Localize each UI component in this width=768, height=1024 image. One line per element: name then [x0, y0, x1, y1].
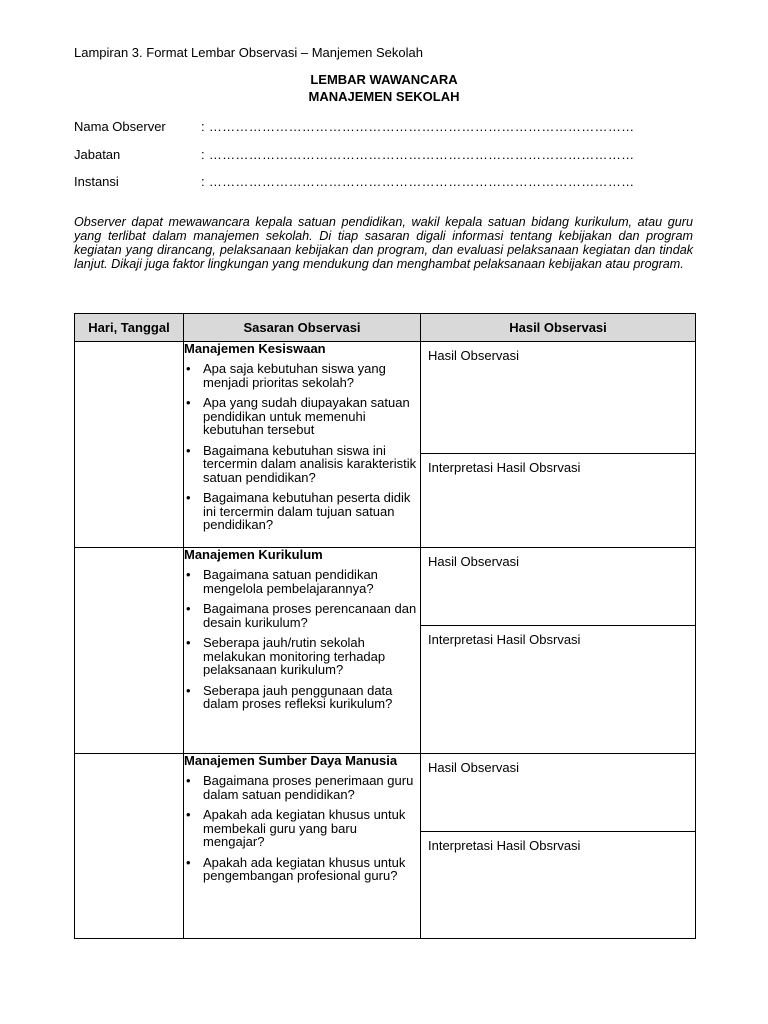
bullet-icon: • — [186, 854, 191, 870]
document-subtitle: MANAJEMEN SEKOLAH — [308, 89, 460, 104]
interpretation-box[interactable] — [421, 626, 695, 653]
field-label: Nama Observer — [74, 119, 166, 134]
observation-result-label: Hasil Observasi — [428, 348, 520, 363]
table-row — [75, 754, 696, 939]
target-cell — [184, 754, 421, 939]
interpretation-label: Interpretasi Hasil Obsrvasi — [428, 838, 581, 853]
observation-result-label: Hasil Observasi — [428, 760, 520, 775]
question-list — [184, 568, 420, 711]
bullet-icon: • — [186, 807, 191, 822]
bullet-icon: • — [186, 682, 191, 698]
header-date: Hari, Tanggal — [75, 314, 184, 342]
table-row — [75, 342, 696, 548]
result-cell — [421, 548, 696, 754]
bullet-icon: • — [186, 601, 191, 616]
bullet-icon: • — [186, 773, 191, 788]
interpretation-label: Interpretasi Hasil Obsrvasi — [428, 460, 581, 475]
section-title: Manajemen Kesiswaan — [184, 341, 326, 356]
list-item — [184, 774, 420, 801]
bullet-icon: • — [186, 442, 191, 458]
question-list — [184, 774, 420, 883]
question-text: Bagaimana satuan pendidikan mengelola pembelajarannya? — [203, 567, 378, 596]
field-dotted-line: : …………………………………………………………………………………… — [201, 147, 635, 162]
question-text: Apa saja kebutuhan siswa yang menjadi prioritas sekolah? — [203, 361, 386, 390]
observation-result-box[interactable] — [421, 548, 695, 626]
observation-result-label: Hasil Observasi — [428, 554, 520, 569]
list-item — [184, 602, 420, 629]
date-cell[interactable] — [75, 754, 184, 939]
field-label: Instansi — [74, 174, 119, 189]
result-cell — [421, 342, 696, 548]
interpretation-label: Interpretasi Hasil Obsrvasi — [428, 632, 581, 647]
list-item — [184, 491, 420, 532]
field-label: Jabatan — [74, 147, 121, 162]
header-target: Sasaran Observasi — [184, 314, 421, 342]
question-text: Seberapa jauh/rutin sekolah melakukan monitoring terhadap pelaksanaan kurikulum? — [203, 635, 386, 677]
question-text: Apakah ada kegiatan khusus untuk pengembangan profesional guru? — [203, 854, 406, 883]
interpretation-box[interactable] — [421, 454, 695, 481]
question-text: Bagaimana proses perencanaan dan desain kurikulum? — [203, 601, 417, 630]
question-text: Bagaimana proses penerimaan guru dalam satuan pendidikan? — [203, 773, 414, 802]
question-text: Apakah ada kegiatan khusus untuk membekali guru yang baru mengajar? — [203, 807, 406, 849]
result-cell — [421, 754, 696, 939]
field-dotted-line: : …………………………………………………………………………………… — [201, 174, 635, 189]
interpretation-box[interactable] — [421, 832, 695, 859]
section-title: Manajemen Sumber Daya Manusia — [184, 753, 398, 768]
bullet-icon: • — [186, 635, 191, 650]
list-item — [184, 808, 420, 849]
target-cell — [184, 342, 421, 548]
list-item — [184, 362, 420, 389]
table-row — [75, 548, 696, 754]
list-item — [184, 396, 420, 437]
date-cell[interactable] — [75, 548, 184, 754]
document-title: LEMBAR WAWANCARA — [310, 72, 458, 87]
list-item — [184, 444, 420, 485]
header-result: Hasil Observasi — [421, 314, 696, 342]
bullet-icon: • — [186, 361, 191, 376]
date-cell[interactable] — [75, 342, 184, 548]
list-item — [184, 684, 420, 711]
question-list — [184, 362, 420, 532]
observation-result-box[interactable] — [421, 754, 695, 832]
question-text: Seberapa jauh penggunaan data dalam proses refleksi kurikulum? — [203, 682, 393, 711]
list-item — [184, 568, 420, 595]
question-text: Apa yang sudah diupayakan satuan pendidikan untuk memenuhi kebutuhan tersebut — [203, 395, 410, 437]
appendix-header: Lampiran 3. Format Lembar Observasi – Manjemen Sekolah — [74, 45, 423, 60]
table-header-row — [75, 314, 696, 342]
bullet-icon: • — [186, 490, 191, 505]
bullet-icon: • — [186, 567, 191, 582]
observation-result-box[interactable] — [421, 342, 695, 454]
bullet-icon: • — [186, 395, 191, 410]
instructions-paragraph: Observer dapat mewawancara kepala satuan pendidikan, wakil kepala satuan bidang kurikulum, atau guru yang terlibat dalam manajemen sekolah. Di tiap sasaran digali informasi tentang kebijakan dan program kegiatan yang dirancang, pelaksanaan kebijakan dan program, dan evaluasi pelaksanaan kegiatan dan tindak lanjut. Dikaji juga faktor lingkungan yang mendukung dan menghambat pelaksanaan kebijakan atau program. — [74, 215, 693, 271]
target-cell — [184, 548, 421, 754]
field-dotted-line: : …………………………………………………………………………………… — [201, 119, 635, 134]
list-item — [184, 856, 420, 883]
observation-table — [74, 313, 696, 939]
question-text: Bagaimana kebutuhan siswa ini tercermin dalam analisis karakteristik satuan pendidikan? — [203, 442, 417, 485]
list-item — [184, 636, 420, 677]
section-title: Manajemen Kurikulum — [184, 547, 323, 562]
question-text: Bagaimana kebutuhan peserta didik ini tercermin dalam tujuan satuan pendidikan? — [203, 490, 411, 532]
